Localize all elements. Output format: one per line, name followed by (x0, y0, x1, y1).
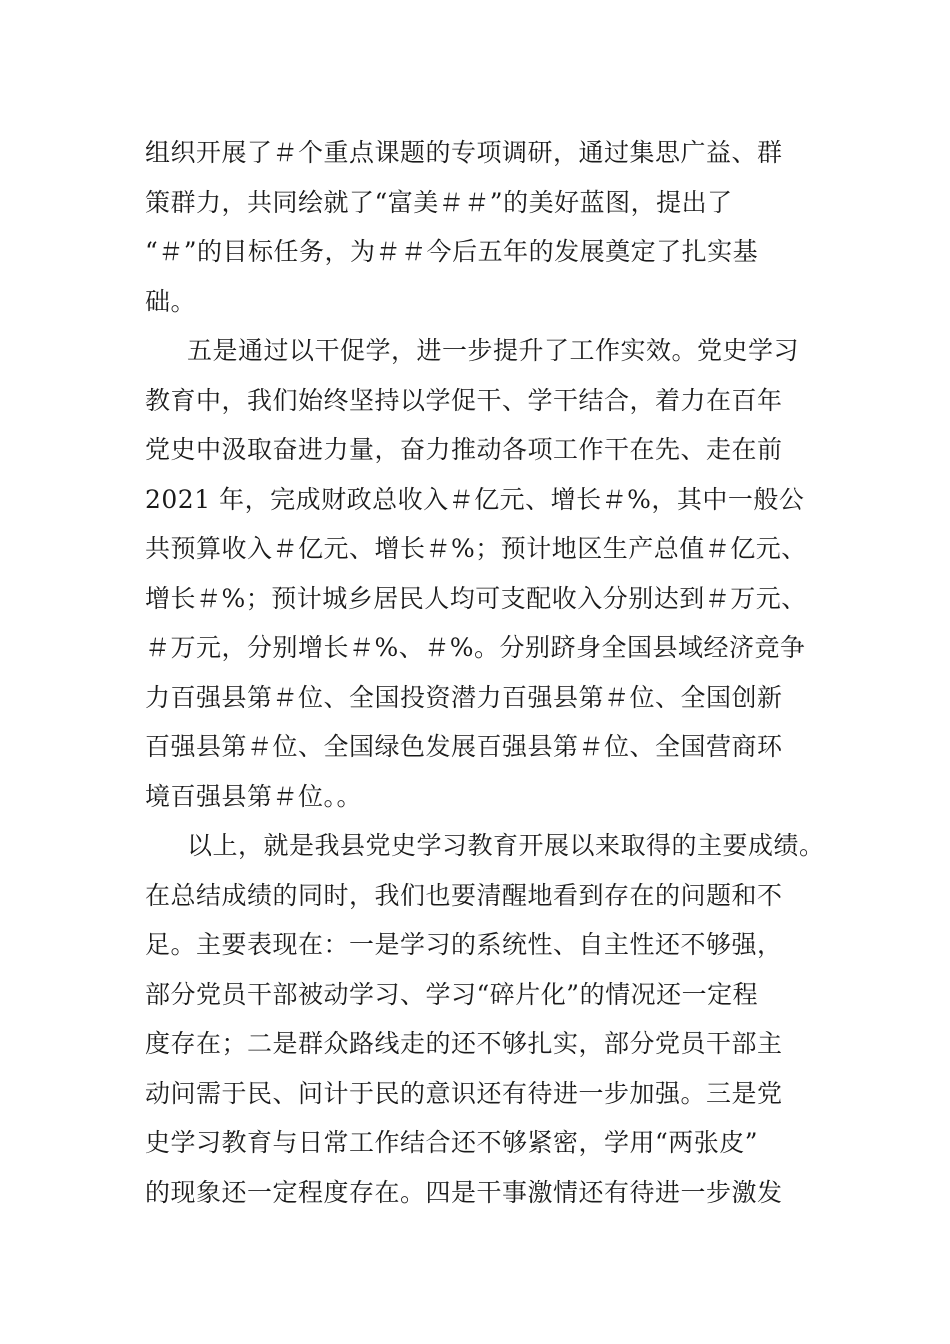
text-line: 在总结成绩的同时，我们也要清醒地看到存在的问题和不 (145, 880, 783, 910)
text-line: “＃”的目标任务，为＃＃今后五年的发展奠定了扎实基 (145, 237, 759, 266)
text-line: 度存在；二是群众路线走的还不够扎实，部分党员干部主 (145, 1029, 783, 1058)
paragraph-first-line: 五是通过以干促学，进一步提升了工作实效。党史学习 (187, 336, 800, 365)
text-line: 增长＃%；预计城乡居民人均可支配收入分别达到＃万元、 (145, 583, 807, 613)
text-line: 动问需于民、问计于民的意识还有待进一步加强。三是党 (145, 1078, 783, 1108)
text-line: 共预算收入＃亿元、增长＃%；预计地区生产总值＃亿元、 (145, 534, 807, 563)
text-line: 教育中，我们始终坚持以学促干、学干结合，着力在百年 (145, 385, 783, 415)
text-line: 力百强县第＃位、全国投资潜力百强县第＃位、全国创新 (145, 682, 783, 712)
text-line: 党史中汲取奋进力量，奋力推动各项工作干在先、走在前 (145, 435, 783, 464)
paragraph-first-line: 以上，就是我县党史学习教育开展以来取得的主要成绩。 (187, 831, 825, 860)
text-line: ＃万元，分别增长＃%、＃%。分别跻身全国县域经济竞争 (145, 633, 806, 662)
text-line: 组织开展了＃个重点课题的专项调研，通过集思广益、群 (145, 138, 783, 167)
text-line: 足。主要表现在：一是学习的系统性、自主性还不够强， (145, 930, 783, 959)
text-line: 2021 年，完成财政总收入＃亿元、增长＃%，其中一般公 (145, 484, 805, 514)
text-line: 部分党员干部被动学习、学习“碎片化”的情况还一定程 (145, 979, 759, 1009)
text-line: 础。 (145, 286, 197, 316)
text-line: 的现象还一定程度存在。四是干事激情还有待进一步激发 (145, 1177, 783, 1207)
text-line: 史学习教育与日常工作结合还不够紧密，学用“两张皮” (145, 1128, 759, 1157)
text-line: 百强县第＃位、全国绿色发展百强县第＃位、全国营商环 (145, 732, 783, 761)
text-line: 策群力，共同绘就了“富美＃＃”的美好蓝图，提出了 (145, 187, 733, 217)
text-line: 境百强县第＃位。。 (145, 781, 363, 811)
document-body (145, 128, 825, 1217)
